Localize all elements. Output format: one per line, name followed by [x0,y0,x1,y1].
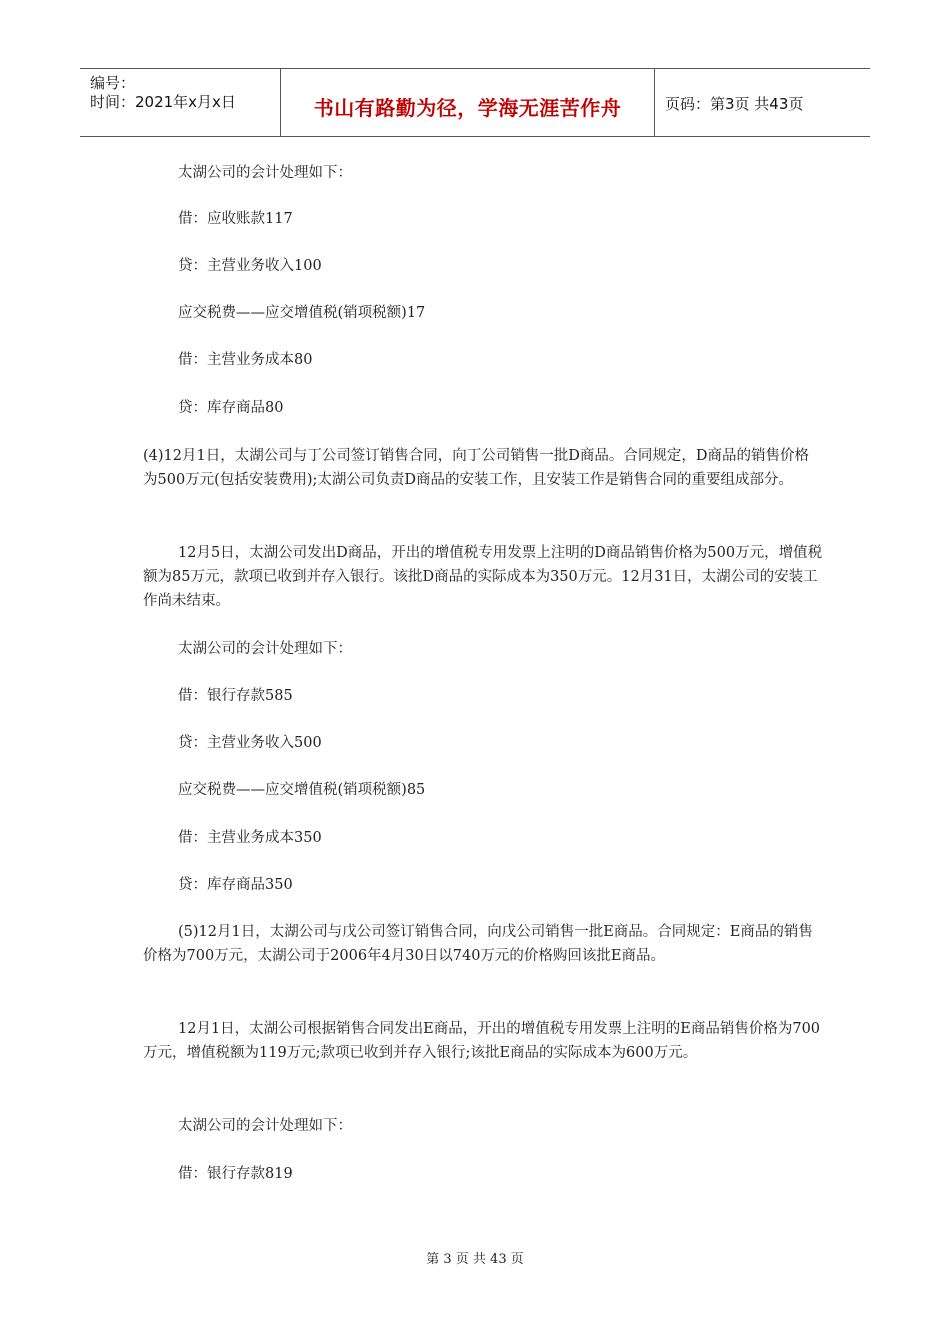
body-paragraph: (4)12月1日，太湖公司与丁公司签订销售合同，向丁公司销售一批D商品。合同规定，D商品的销售价格为500万元(包括安装费用);太湖公司负责D商品的安装工作，且安装工作是销售合同的重要组成部分。 [143,448,809,488]
body-paragraph: 借：应收账款117 [178,211,293,227]
body-paragraph: 12月5日，太湖公司发出D商品，开出的增值税专用发票上注明的D商品销售价格为500万元，增值税额为85万元，款项已收到并存入银行。该批D商品的实际成本为350万元。12月31日，太湖公司的安装工作尚未结束。 [143,545,823,609]
body-paragraph: 应交税费——应交增值税(销项税额)85 [178,782,426,798]
body-paragraph: 贷：库存商品80 [178,400,284,416]
body-paragraph: 贷：库存商品350 [178,877,293,893]
body-paragraph: 贷：主营业务收入500 [178,735,322,751]
document-time-label: 时间：2021年x月x日 [90,93,236,111]
body-paragraph: 借：银行存款819 [178,1166,293,1182]
document-number-label: 编号： [90,74,136,92]
body-paragraph: 借：主营业务成本80 [178,352,313,368]
body-paragraph: 太湖公司的会计处理如下： [178,1118,352,1134]
footer-page-number: 第 3 页 共 43 页 [426,1252,524,1267]
page-footer [0,1248,950,1267]
body-paragraph: 12月1日，太湖公司根据销售合同发出E商品，开出的增值税专用发票上注明的E商品销售价格为700万元，增值税额为119万元;款项已收到并存入银行;该批E商品的实际成本为600万元。 [143,1021,821,1061]
header-page-cell [655,69,870,136]
header-slogan-cell [281,69,655,136]
body-paragraph: 贷：主营业务收入100 [178,258,322,274]
body-paragraph: (5)12月1日，太湖公司与戊公司签订销售合同，向戊公司销售一批E商品。合同规定：E商品的销售价格为700万元，太湖公司于2006年4月30日以740万元的价格购回该批E商品。 [143,924,813,964]
body-paragraph: 借：银行存款585 [178,688,293,704]
body-paragraph: 太湖公司的会计处理如下： [178,641,352,657]
body-paragraph: 太湖公司的会计处理如下： [178,165,352,181]
page-header [80,68,870,137]
body-paragraph: 应交税费——应交增值税(销项税额)17 [178,305,426,321]
body-paragraph: 借：主营业务成本350 [178,830,322,846]
header-meta-cell [80,69,281,136]
header-slogan: 书山有路勤为径，学海无涯苦作舟 [313,96,622,120]
header-page-number: 页码：第3页 共43页 [665,95,804,113]
